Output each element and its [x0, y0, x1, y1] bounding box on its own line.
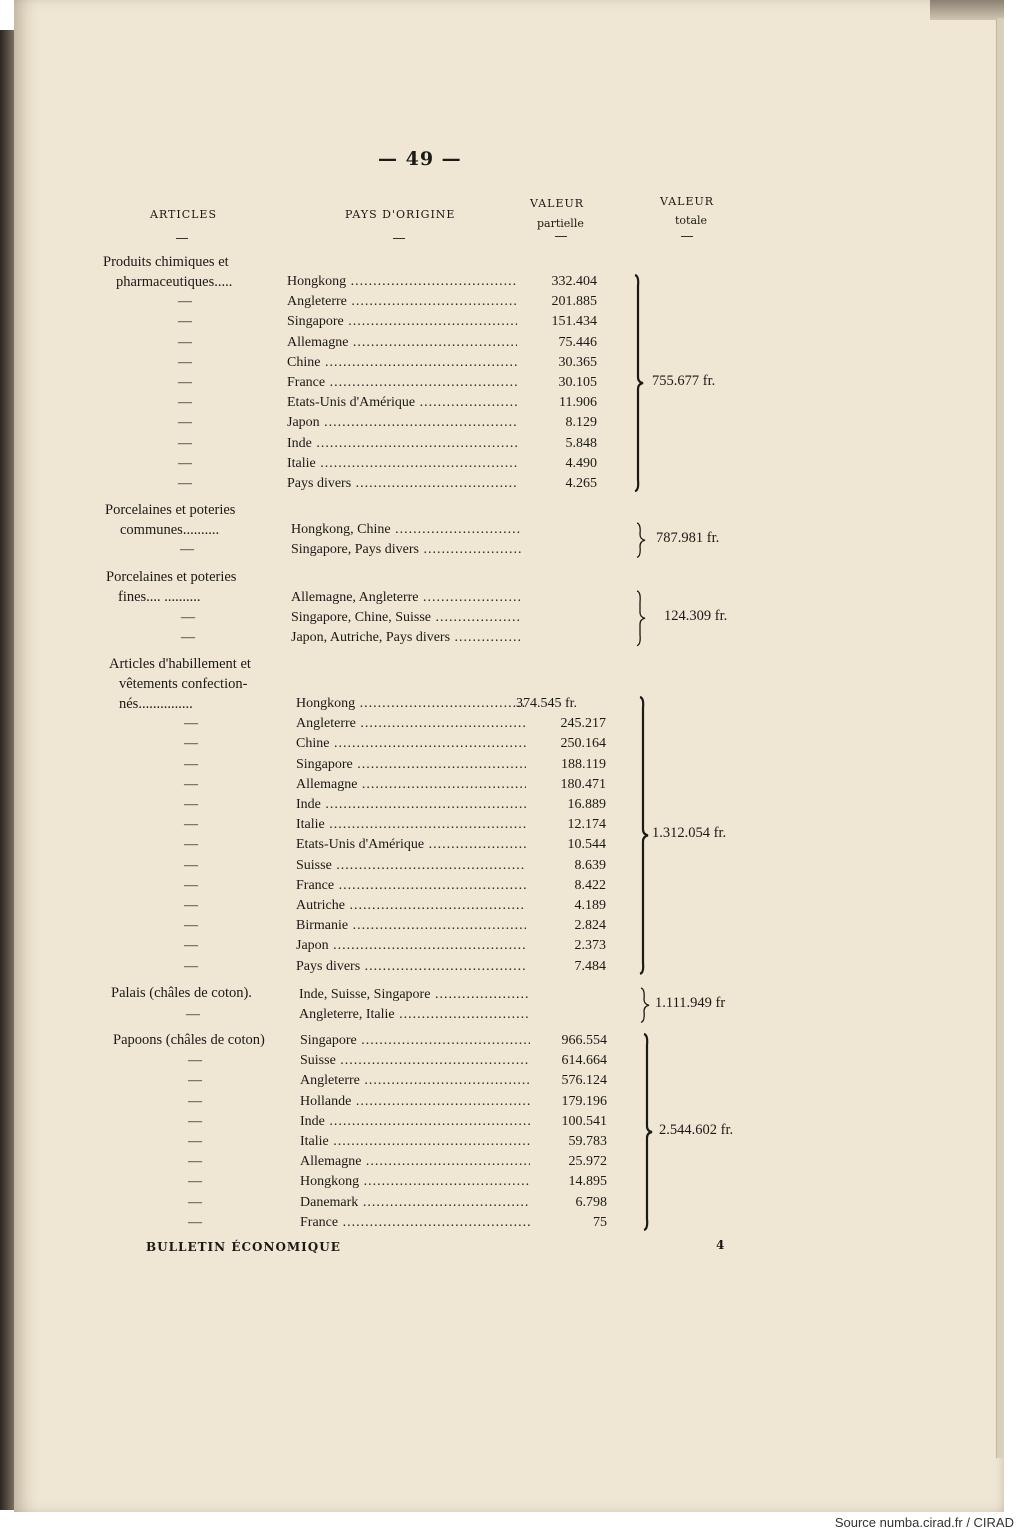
value-cell: 16.889: [567, 797, 606, 812]
header-valeur-partielle: VALEUR: [530, 197, 585, 210]
country-cell: France .....: [296, 876, 526, 896]
country-cell: Singapore .....: [287, 312, 517, 332]
repeat-dash: —: [184, 797, 198, 812]
value-cell: 25.972: [568, 1154, 607, 1170]
repeat-dash: —: [188, 1154, 202, 1170]
value-cell: 75.446: [558, 334, 597, 350]
repeat-dash: —: [184, 716, 198, 732]
country-cell: Chine .....: [287, 353, 517, 373]
country-cell: Allemagne .....: [287, 333, 517, 353]
value-cell: 8.422: [574, 877, 606, 893]
value-cell: 2.373: [574, 938, 606, 954]
country-cell: Etats-Unis d'Amérique .....: [296, 835, 526, 855]
repeat-dash: —: [188, 1113, 202, 1129]
header-dash: [176, 238, 188, 239]
value-cell: 30.365: [558, 354, 597, 370]
country-cell: Japon, Autriche, Pays divers .....: [291, 628, 521, 648]
repeat-dash: —: [184, 837, 198, 853]
total-value: 755.677 fr.: [652, 373, 716, 390]
repeat-dash: —: [178, 415, 192, 431]
value-cell: 151.434: [551, 314, 597, 330]
country-cell: Singapore .....: [300, 1031, 530, 1051]
repeat-dash: —: [188, 1053, 202, 1069]
value-cell: 614.664: [561, 1053, 607, 1069]
repeat-dash: —: [188, 1134, 202, 1149]
article-label: Papoons (châles de coton): [113, 1032, 265, 1048]
article-label: Articles d'habillement et: [109, 656, 251, 672]
repeat-dash: —: [178, 334, 192, 350]
country-cell: Angleterre .....: [300, 1071, 530, 1091]
value-cell: 4.189: [574, 898, 606, 913]
repeat-dash: —: [184, 938, 198, 954]
curly-brace-icon: [637, 696, 651, 975]
repeat-dash: —: [186, 1007, 200, 1023]
country-cell: Pays divers .....: [296, 957, 526, 977]
country-cell: Angleterre, Italie .....: [299, 1005, 529, 1025]
header-dash: [393, 238, 405, 239]
country-cell: Danemark .....: [300, 1193, 530, 1213]
country-cell: Singapore, Pays divers .....: [291, 540, 521, 560]
curly-brace-icon: [634, 522, 648, 558]
country-cell: Italie .....: [287, 454, 517, 474]
article-label: fines.... ..........: [118, 589, 201, 605]
repeat-dash: —: [184, 857, 198, 873]
country-cell: Allemagne, Angleterre .....: [291, 588, 521, 608]
header-partielle: partielle: [537, 217, 584, 230]
repeat-dash: —: [178, 294, 192, 310]
value-cell: 4.265: [565, 476, 597, 491]
repeat-dash: —: [184, 736, 198, 752]
value-cell: 180.471: [560, 776, 606, 792]
total-value: 787.981 fr.: [656, 530, 720, 547]
footer-signature: 4: [716, 1238, 726, 1252]
repeat-dash: —: [184, 776, 198, 792]
country-cell: Italie .....: [300, 1132, 530, 1152]
country-cell: Etats-Unis d'Amérique .....: [287, 393, 517, 413]
total-value: 124.309 fr.: [664, 608, 728, 625]
country-cell: Birmanie .....: [296, 916, 526, 936]
value-cell: 2.824: [574, 918, 606, 934]
value-cell: 11.906: [559, 395, 597, 411]
country-cell: Suisse .....: [300, 1051, 530, 1071]
country-cell: Hongkong, Chine .....: [291, 520, 521, 540]
article-label: pharmaceutiques.....: [116, 274, 233, 290]
value-cell: 14.895: [568, 1174, 607, 1190]
repeat-dash: —: [184, 898, 198, 913]
header-valeur-totale: VALEUR: [660, 195, 715, 208]
country-cell: France .....: [287, 373, 517, 393]
page-number: — 49 —: [378, 148, 462, 170]
country-cell: Japon .....: [296, 936, 526, 956]
repeat-dash: —: [178, 375, 192, 390]
country-cell: Hongkong .....: [287, 272, 517, 292]
repeat-dash: —: [184, 817, 198, 833]
page-stack-edge: [996, 18, 1003, 1458]
repeat-dash: —: [184, 958, 198, 974]
value-cell: 59.783: [568, 1134, 607, 1149]
repeat-dash: —: [178, 314, 192, 330]
repeat-dash: —: [188, 1194, 202, 1210]
country-cell: Autriche .....: [296, 896, 526, 916]
repeat-dash: —: [181, 610, 195, 626]
country-cell: Inde .....: [287, 434, 517, 454]
repeat-dash: —: [188, 1073, 202, 1089]
value-cell: 966.554: [561, 1033, 607, 1048]
source-credit: Source numba.cirad.fr / CIRAD: [834, 1515, 1014, 1530]
repeat-dash: —: [184, 918, 198, 934]
country-cell: Angleterre .....: [296, 714, 526, 734]
curly-brace-icon: [638, 987, 652, 1023]
value-cell: 8.129: [565, 415, 597, 431]
repeat-dash: —: [184, 756, 198, 772]
footer-title: BULLETIN ÉCONOMIQUE: [146, 1240, 341, 1254]
header-origin: PAYS D'ORIGINE: [345, 208, 456, 221]
value-cell: 8.639: [574, 857, 606, 873]
repeat-dash: —: [178, 435, 192, 451]
country-cell: Hollande .....: [300, 1092, 530, 1112]
repeat-dash: —: [178, 455, 192, 471]
value-cell: 374.545 fr.: [516, 696, 578, 711]
country-cell: Angleterre .....: [287, 292, 517, 312]
header-dash: [555, 236, 567, 237]
page-stack-top: [930, 0, 1004, 20]
country-cell: Allemagne .....: [300, 1152, 530, 1172]
value-cell: 75: [593, 1214, 607, 1230]
value-cell: 179.196: [561, 1093, 607, 1109]
value-cell: 6.798: [575, 1194, 607, 1210]
value-cell: 245.217: [560, 716, 606, 732]
value-cell: 5.848: [565, 435, 597, 451]
country-cell: Singapore, Chine, Suisse .....: [291, 608, 521, 628]
value-cell: 250.164: [560, 736, 606, 752]
value-cell: 188.119: [561, 756, 606, 772]
country-cell: Italie .....: [296, 815, 526, 835]
country-cell: Hongkong .....: [296, 694, 526, 714]
country-cell: Hongkong .....: [300, 1172, 530, 1192]
article-label: communes..........: [120, 522, 220, 538]
value-cell: 4.490: [565, 455, 597, 471]
repeat-dash: —: [184, 877, 198, 893]
country-cell: Inde .....: [300, 1112, 530, 1132]
value-cell: 332.404: [551, 274, 597, 289]
country-cell: Singapore .....: [296, 755, 526, 775]
repeat-dash: —: [180, 542, 194, 558]
article-label: vêtements confection-: [119, 676, 248, 692]
article-label: Produits chimiques et: [103, 254, 229, 270]
value-cell: 12.174: [567, 817, 606, 833]
country-cell: Inde, Suisse, Singapore .....: [299, 985, 529, 1005]
header-dash: [681, 236, 693, 237]
article-label: nés...............: [119, 696, 193, 712]
country-cell: France .....: [300, 1213, 530, 1233]
country-cell: Pays divers .....: [287, 474, 517, 494]
value-cell: 100.541: [561, 1113, 607, 1129]
curly-brace-icon: [634, 590, 648, 647]
header-articles: ARTICLES: [150, 208, 218, 221]
repeat-dash: —: [188, 1174, 202, 1190]
article-label: Palais (châles de coton).: [111, 985, 252, 1001]
country-cell: Allemagne .....: [296, 775, 526, 795]
value-cell: 576.124: [561, 1073, 607, 1089]
article-label: Porcelaines et poteries: [106, 569, 237, 585]
country-cell: Japon .....: [287, 413, 517, 433]
repeat-dash: —: [178, 395, 192, 411]
repeat-dash: —: [181, 630, 195, 646]
curly-brace-icon: [632, 274, 646, 492]
repeat-dash: —: [188, 1093, 202, 1109]
total-value: 1.111.949 fr: [655, 995, 726, 1012]
value-cell: 7.484: [574, 958, 606, 974]
value-cell: 30.105: [558, 375, 597, 390]
value-cell: 201.885: [551, 294, 597, 310]
country-cell: Suisse .....: [296, 856, 526, 876]
curly-brace-icon: [641, 1033, 655, 1231]
total-value: 1.312.054 fr.: [652, 825, 727, 842]
country-cell: Inde .....: [296, 795, 526, 815]
article-label: Porcelaines et poteries: [105, 502, 236, 518]
value-cell: 10.544: [567, 837, 606, 853]
repeat-dash: —: [178, 476, 192, 491]
total-value: 2.544.602 fr.: [659, 1122, 734, 1138]
repeat-dash: —: [188, 1214, 202, 1230]
repeat-dash: —: [178, 354, 192, 370]
country-cell: Chine .....: [296, 734, 526, 754]
header-totale: totale: [675, 214, 708, 227]
